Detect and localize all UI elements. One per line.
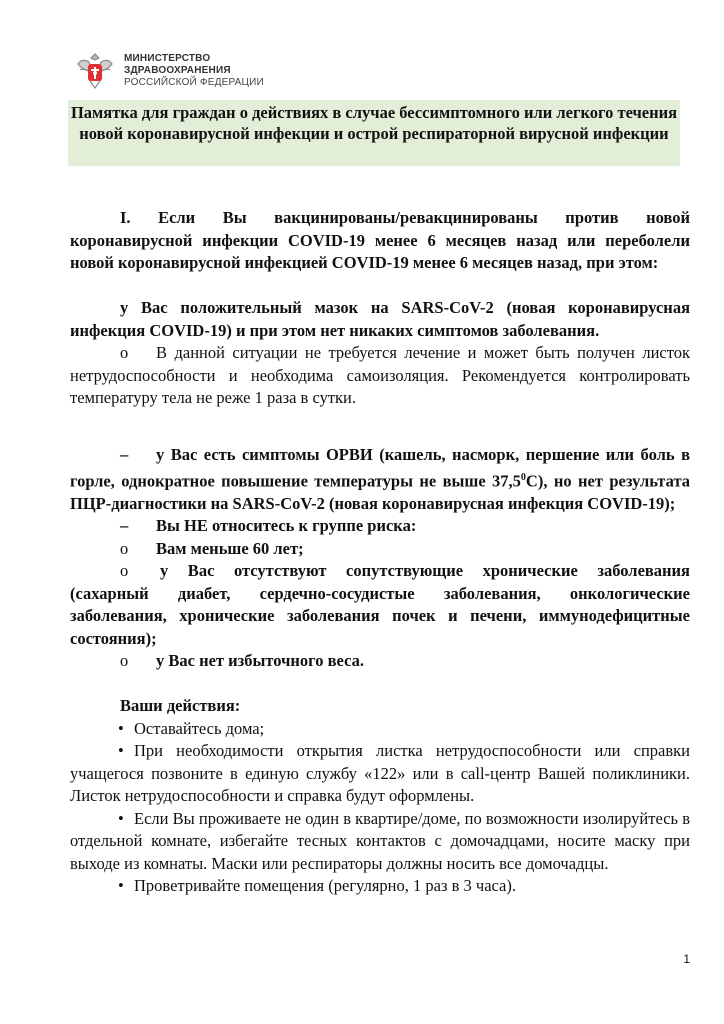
action-item: • Оставайтесь дома; <box>70 718 690 741</box>
circle-marker: o <box>120 538 129 558</box>
page-number: 1 <box>683 952 690 966</box>
circle-marker: o <box>120 651 129 670</box>
circle-marker: o <box>120 343 129 362</box>
dash-marker: – <box>120 516 129 535</box>
bullet-icon: • <box>118 876 124 895</box>
case1-advice: В данной ситуации не требуется лечение и может быть получен листок нетрудоспособности и необходима самоизоляция. Рекомендуется контролировать температуру тела не реже 1 раза в сутки. <box>70 343 690 407</box>
bullet-icon: • <box>118 718 124 738</box>
ministry-logo <box>72 48 264 94</box>
action-item: • Проветривайте помещения (регулярно, 1 раз в 3 часа). <box>70 875 690 898</box>
logo-line-1: МИНИСТЕРСТВО <box>124 53 211 64</box>
case2-symptoms: – у Вас есть симптомы ОРВИ (кашель, насморк, першение или боль в горле, однократное повышение температуры не выше 37,5$^0$С), но нет результата ПЦР-диагностики на SARS-CoV-2 (новая коронавирусная инфекция COVID-19); <box>70 445 690 513</box>
action-item: • Если Вы проживаете не один в квартире/доме, по возможности изолируйтесь в отдельной комнате, избегайте тесных контактов с домочадцами, носите маску при выходе из комнаты. Маски или респираторы должны носить все домочадцы. <box>70 808 690 873</box>
document-title: Памятка для граждан о действиях в случае бессимптомного или легкого течения новой коронавирусной инфекции и острой респираторной вирусной инфекции <box>68 100 680 166</box>
case2-weight: o у Вас нет избыточного веса. <box>70 650 690 673</box>
case2-age: o Вам меньше 60 лет; <box>70 538 690 561</box>
bullet-icon: • <box>118 741 124 760</box>
dash-marker: – <box>120 445 129 464</box>
actions-heading: Ваши действия: <box>120 696 241 715</box>
document-body <box>70 207 690 898</box>
circle-marker: o <box>120 561 129 580</box>
logo-line-3: РОССИЙСКОЙ ФЕДЕРАЦИИ <box>124 77 264 88</box>
logo-line-2: ЗДРАВООХРАНЕНИЯ <box>124 65 231 76</box>
case2-not-risk: – Вы НЕ относитесь к группе риска: <box>70 515 690 538</box>
case2-chronic: o у Вас отсутствуют сопутствующие хронические заболевания (сахарный диабет, сердечно-сосудистые заболевания, онкологические заболевания, хронические заболевания почек и печени, иммунодефицитные состояния); <box>70 561 690 648</box>
section-heading: I. Если Вы вакцинированы/ревакцинированы против новой коронавирусной инфекции COVID-19 менее 6 месяцев назад или переболели новой коронавирусной инфекцией COVID-19 менее 6 месяцев назад, при этом: <box>70 208 690 272</box>
action-item: • При необходимости открытия листка нетрудоспособности или справки учащегося позвоните в единую службу «122» или в call-центр Вашей поликлиники. Листок нетрудоспособности и справка будут оформлены. <box>70 741 690 805</box>
bullet-icon: • <box>118 808 124 828</box>
double-headed-eagle-emblem-icon <box>72 48 118 94</box>
case1-condition: у Вас положительный мазок на SARS-CoV-2 (новая коронавирусная инфекция COVID-19) и при этом нет никаких симптомов заболевания. <box>70 298 690 340</box>
